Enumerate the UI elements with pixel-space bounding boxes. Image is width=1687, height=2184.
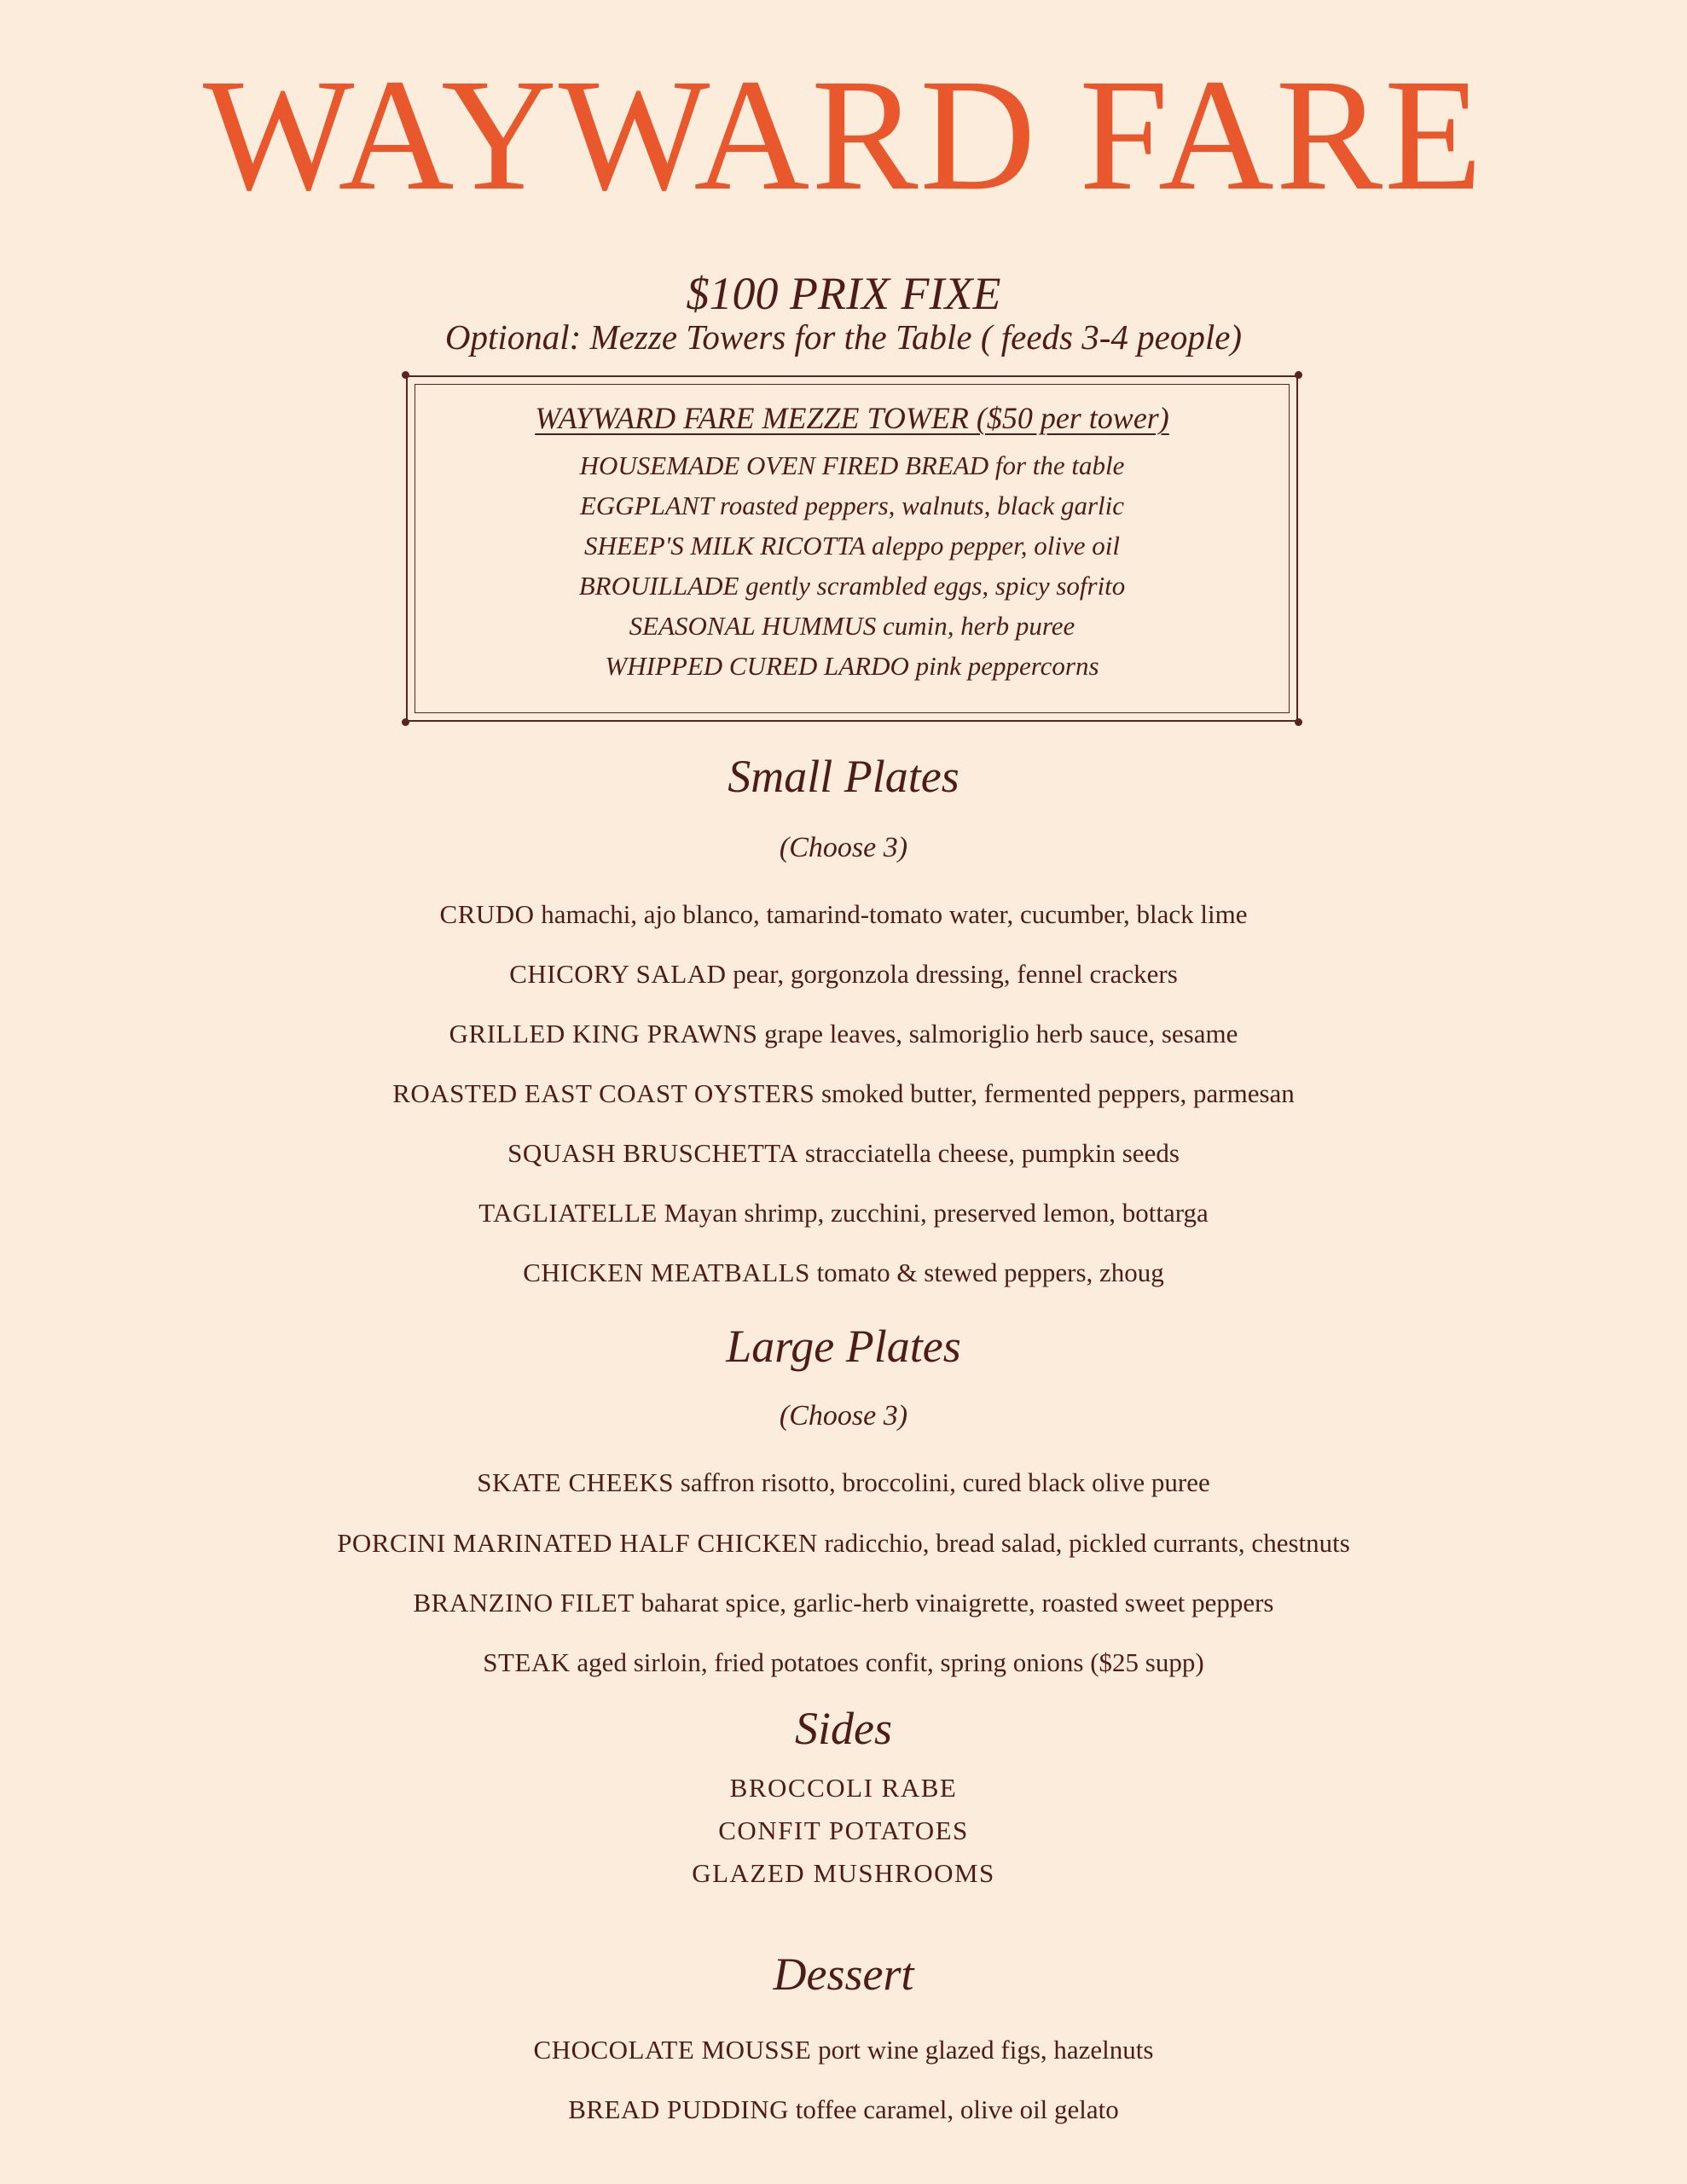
dish-name: CRUDO [439, 899, 535, 929]
mezze-item: SHEEP'S MILK RICOTTA aleppo pepper, olive oil [583, 531, 1120, 561]
dish-name: GRILLED KING PRAWNS [449, 1019, 758, 1048]
dessert-item [0, 2093, 1687, 2127]
dish-name: STEAK [483, 1647, 571, 1677]
dish-desc: pear, gorgonzola dressing, fennel crackers [726, 959, 1178, 989]
restaurant-title: WAYWARD FARE [202, 45, 1485, 224]
mezze-tower-box [406, 375, 1298, 722]
dish-name: BRANZINO FILET [413, 1588, 635, 1618]
mezze-heading: WAYWARD FARE MEZZE TOWER ($50 per tower) [535, 401, 1169, 435]
dish-name: BREAD PUDDING [568, 2094, 790, 2124]
dish-desc: tomato & stewed peppers, zhoug [809, 1258, 1164, 1287]
mezze-item: HOUSEMADE OVEN FIRED BREAD for the table [579, 450, 1125, 480]
dish-desc: hamachi, ajo blanco, tamarind-tomato water, cucumber, black lime [534, 899, 1248, 929]
corner-dot [402, 718, 409, 726]
dish-desc: Mayan shrimp, zucchini, preserved lemon, bottarga [657, 1198, 1209, 1228]
small-plates-choose: (Choose 3) [779, 832, 908, 863]
dish-name: SKATE CHEEKS [477, 1467, 675, 1497]
large-plates-title: Large Plates [726, 1321, 961, 1372]
side-item: CONFIT POTATOES [718, 1815, 969, 1845]
side-item: GLAZED MUSHROOMS [692, 1858, 995, 1888]
dish-desc: grape leaves, salmoriglio herb sauce, sesame [757, 1019, 1238, 1048]
side-item: BROCCOLI RABE [729, 1773, 958, 1803]
dish-name: PORCINI MARINATED HALF CHICKEN [337, 1528, 818, 1558]
large-plate-item [0, 1586, 1687, 1620]
dish-desc: smoked butter, fermented peppers, parmesan [815, 1078, 1295, 1108]
optional-note: Optional: Mezze Towers for the Table ( feeds 3-4 people) [444, 317, 1243, 357]
large-plate-item [0, 1526, 1687, 1560]
dish-desc: port wine glazed figs, hazelnuts [811, 2035, 1154, 2065]
mezze-item: SEASONAL HUMMUS cumin, herb puree [629, 611, 1075, 641]
dish-name: TAGLIATELLE [478, 1198, 658, 1228]
mezze-item: EGGPLANT roasted peppers, walnuts, black garlic [579, 491, 1125, 520]
dish-desc: baharat spice, garlic-herb vinaigrette, roasted sweet peppers [634, 1588, 1274, 1618]
large-plates-choose: (Choose 3) [779, 1400, 908, 1432]
small-plate-item [0, 1256, 1687, 1290]
dish-desc: aged sirloin, fried potatoes confit, spring onions ($25 supp) [570, 1647, 1204, 1677]
dessert-title: Dessert [773, 1949, 914, 2000]
large-plate-item [0, 1646, 1687, 1680]
prix-fixe-heading: $100 PRIX FIXE [686, 268, 1001, 319]
corner-dot [402, 371, 409, 379]
dish-desc: toffee caramel, olive oil gelato [789, 2094, 1119, 2124]
dish-name: CHICKEN MEATBALLS [523, 1258, 810, 1287]
sides-title: Sides [795, 1703, 892, 1754]
corner-dot [1295, 371, 1302, 379]
dish-desc: stracciatella cheese, pumpkin seeds [798, 1138, 1180, 1168]
small-plate-item [0, 1136, 1687, 1170]
mezze-item: WHIPPED CURED LARDO pink peppercorns [605, 651, 1099, 681]
small-plate-item [0, 1017, 1687, 1051]
dish-desc: saffron risotto, broccolini, cured black olive puree [674, 1467, 1210, 1497]
corner-dot [1295, 718, 1302, 726]
mezze-item: BROUILLADE gently scrambled eggs, spicy sofrito [578, 571, 1126, 601]
dish-name: CHICORY SALAD [509, 959, 727, 989]
small-plate-item [0, 957, 1687, 991]
dish-name: CHOCOLATE MOUSSE [533, 2035, 812, 2065]
small-plate-item [0, 897, 1687, 932]
dish-name: SQUASH BRUSCHETTA [507, 1138, 799, 1168]
mezze-list [406, 445, 1298, 686]
small-plates-title: Small Plates [728, 751, 959, 802]
dish-desc: radicchio, bread salad, pickled currants, chestnuts [817, 1528, 1350, 1558]
large-plate-item [0, 1466, 1687, 1500]
small-plate-item [0, 1077, 1687, 1111]
small-plate-item [0, 1196, 1687, 1230]
dessert-item [0, 2033, 1687, 2067]
dish-name: ROASTED EAST COAST OYSTERS [392, 1078, 815, 1108]
